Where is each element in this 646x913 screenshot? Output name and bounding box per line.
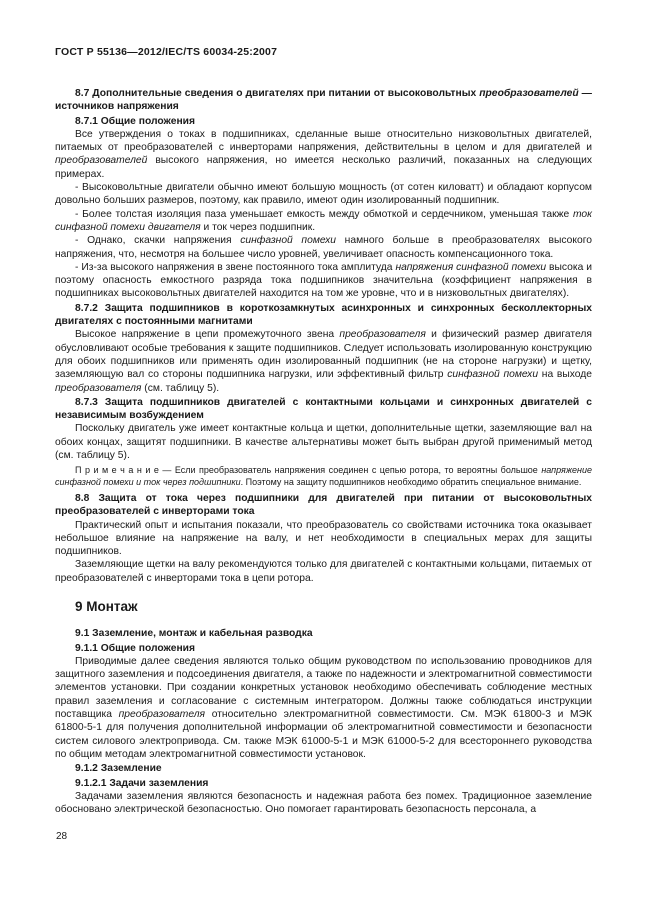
heading-8-7-1: 8.7.1 Общие положения xyxy=(75,115,195,127)
heading-8-7-3: 8.7.3 Защита подшипников двигателей с контактными кольцами и синхронных двигателей с независимым возбуждением xyxy=(55,396,592,422)
heading-8-7-2: 8.7.2 Защита подшипников в короткозамкнутых асинхронных и синхронных бесколлекторных двигателях с постоянными магнитами xyxy=(55,302,592,328)
heading-9-1: 9.1 Заземление, монтаж и кабельная разводка xyxy=(75,628,313,640)
heading-9-1-2-1: 9.1.2.1 Задачи заземления xyxy=(75,777,209,789)
paragraph: Приводимые далее сведения являются только общим руководством по использованию проводников для защитного заземления и подсоединения двигателя, а также по надежности и электромагнитной совместимости элементов установки. При создании конкретных установок необходимо обеспечивать соблюдение местных правил заземления и согласование с системным интегратором. Должны также соблюдаться инструкции поставщика преобразователя относительно электромагнитной совместимости. См. МЭК 61800-3 и МЭК 61800-5-1 для получения дополнительной информации об электромагнитной совместимости и безопасности систем силового электропривода. См. также МЭК 61000-5-1 и МЭК 61000-5-2 для всестороннего руководства по общим методам электромагнитной совместимости установок. xyxy=(55,655,593,760)
paragraph: Все утверждения о токах в подшипниках, сделанные выше относительно низковольтных двигателей, питаемых от преобразователей с инверторами напряжения, действительны в целом и для двигателей и преобразователей высокого напряжения, но имеется несколько различий, показанных на следующих примерах. xyxy=(55,128,592,180)
note: П р и м е ч а н и е — Если преобразователь напряжения соединен с цепью ротора, то вероятны большое напряжение синфазной помехи и ток через подшипники. Поэтому на защиту подшипников необходимо обратить специальное внимание. xyxy=(55,465,592,488)
document-content xyxy=(55,86,592,816)
paragraph: Практический опыт и испытания показали, что преобразователь со свойствами источника тока оказывает небольшое влияние на напряжение на валу, и нет необходимости в специальных мерах для защиты подшипников. xyxy=(55,519,592,558)
heading-9-1-1: 9.1.1 Общие положения xyxy=(75,642,195,654)
heading-8-8: 8.8 Защита от тока через подшипники для двигателей при питании от высоковольтных преобразователей с инверторами тока xyxy=(55,492,592,518)
paragraph: Поскольку двигатель уже имеет контактные кольца и щетки, дополнительные щетки, заземляющие вал на обоих концах, защитят подшипники. В качестве альтернативы может быть выбран другой применимый метод (см. таблицу 5). xyxy=(55,423,592,462)
list-item: - Более толстая изоляция паза уменьшает емкость между обмоткой и сердечником, уменьшая также ток синфазной помехи двигателя и ток через подшипник. xyxy=(55,208,592,233)
list-item: - Высоковольтные двигатели обычно имеют большую мощность (от сотен киловатт) и обладают корпусом довольно больших размеров, поэтому, как правило, имеют один изолированный подшипник. xyxy=(55,182,592,207)
section-title-9: 9 Монтаж xyxy=(75,598,138,614)
list-item: - Однако, скачки напряжения синфазной помехи намного больше в преобразователях высокого напряжения, что, несмотря на большее число уровней, увеличивает опасность компенсационного тока. xyxy=(55,235,592,260)
paragraph: Заземляющие щетки на валу рекомендуются только для двигателей с контактными кольцами, питаемых от преобразователей с инверторами тока в цепи ротора. xyxy=(55,559,592,584)
heading-9-1-2: 9.1.2 Заземление xyxy=(75,763,162,775)
paragraph: Задачами заземления являются безопасность и надежная работа без помех. Традиционное заземление обосновано электрической безопасностью. Оно помогает гарантировать безопасность персонала, а xyxy=(55,790,592,816)
list-item: - Из-за высокого напряжения в звене постоянного тока амплитуда напряжения синфазной помехи высока и поэтому опасность емкостного разряда тока подшипников значительна (коэффициент напряжения в подшипниках высоковольтных двигателей находится на том же уровне, что и в низковольтных двигателях). xyxy=(55,261,592,300)
paragraph: Высокое напряжение в цепи промежуточного звена преобразователя и физический размер двигателя обусловливают особые требования к защите подшипников. Следует использовать изолированную конструкцию для обоих подшипников или применять один изолированный подшипник (не на стороне нагрузки) и щетку, заземляющую вал со стороны подшипника нагрузки, или эффективный фильтр синфазной помехи на выходе преобразователя (см. таблицу 5). xyxy=(55,329,593,394)
document-header-standard-number: ГОСТ Р 55136—2012/IEC/TS 60034-25:2007 xyxy=(55,46,278,58)
heading-8-7: 8.7 Дополнительные сведения о двигателях при питании от высоковольтных преобразователей — источников напряжения xyxy=(55,88,592,113)
page-number: 28 xyxy=(56,831,68,842)
